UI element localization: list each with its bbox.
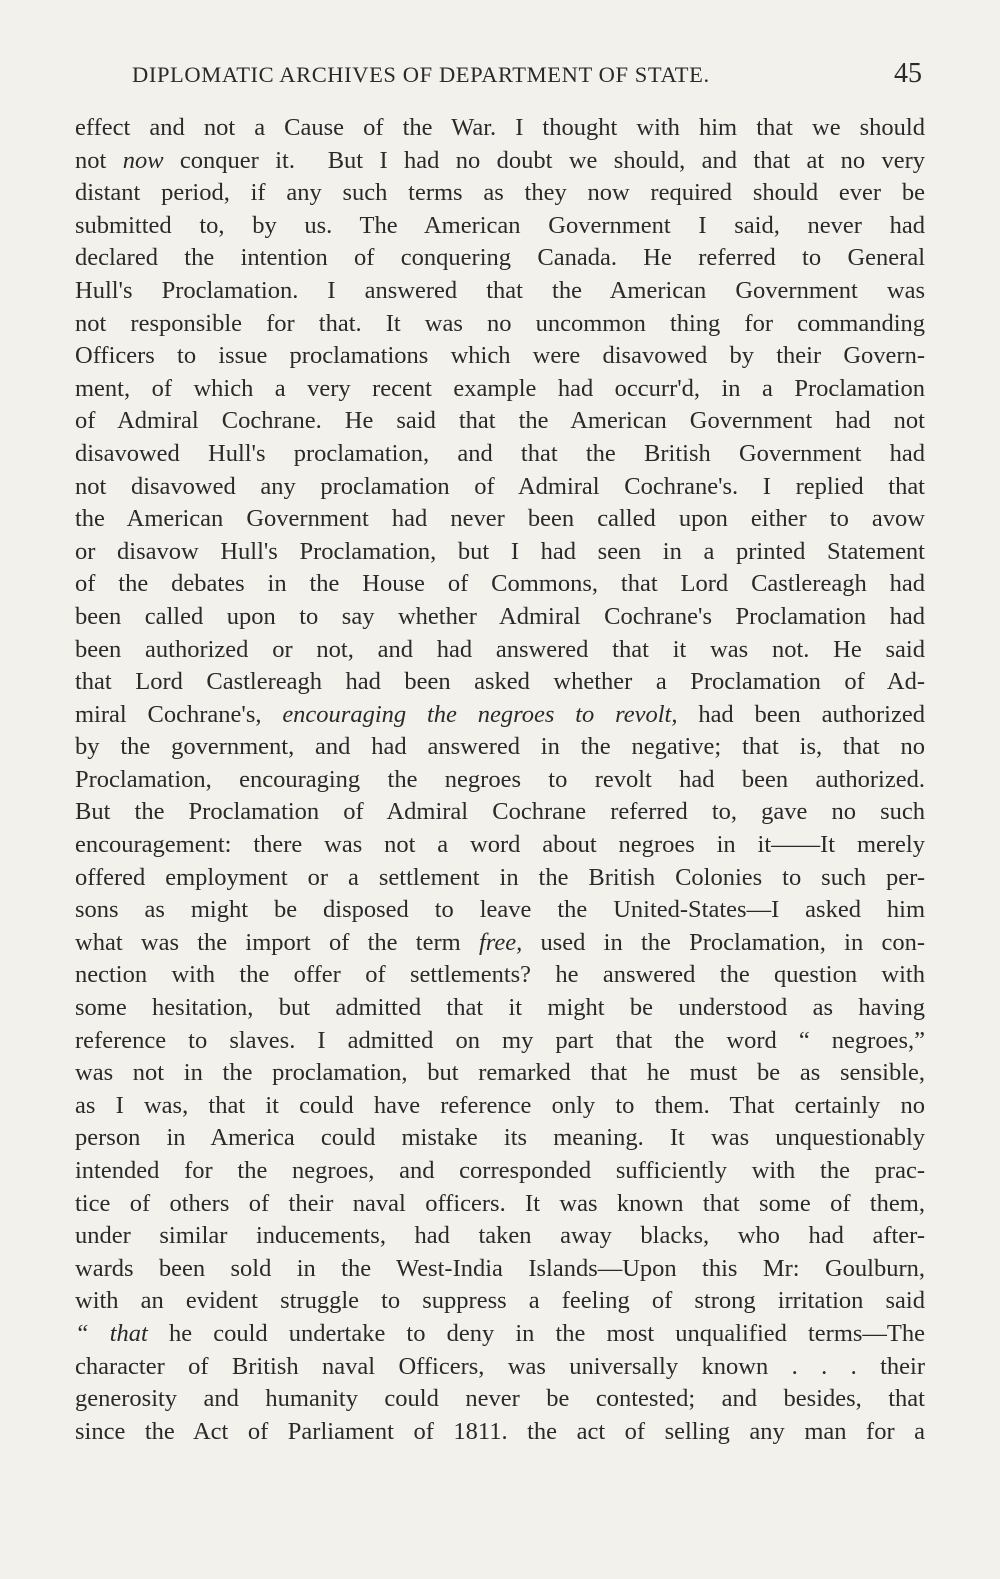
page-number: 45 (894, 58, 922, 89)
running-header (132, 58, 922, 94)
line-segment: conquer it. But I had no doubt we should, and that at no very (163, 146, 926, 174)
text-line: submitted to, by us. The American Government I said, never had (75, 211, 925, 239)
text-line: was not in the proclamation, but remarked that he must be as sensible, (75, 1059, 925, 1087)
text-line: declared the intention of conquering Canada. He referred to General (75, 244, 925, 272)
text-line: under similar inducements, had taken away blacks, who had after- (75, 1222, 925, 1250)
text-line: the American Government had never been called upon either to avow (75, 505, 925, 533)
text-line: character of British naval Officers, was universally known . . . their (75, 1352, 925, 1380)
text-line: wards been sold in the West-India Islands—Upon this Mr: Goulburn, (75, 1254, 925, 1282)
text-line: generosity and humanity could never be contested; and besides, that (75, 1385, 925, 1413)
text-line: as I was, that it could have reference only to them. That certainly no (75, 1091, 925, 1119)
text-line: tice of others of their naval officers. It was known that some of them, (75, 1189, 925, 1217)
text-line (75, 699, 925, 732)
italic-phrase: “ that (75, 1319, 148, 1347)
text-line: person in America could mistake its meaning. It was unquestionably (75, 1124, 925, 1152)
text-line: or disavow Hull's Proclamation, but I had seen in a printed Statement (75, 537, 925, 565)
line-segment: used in the Proclamation, in con- (522, 928, 925, 956)
text-line: effect and not a Cause of the War. I thought with him that we should (75, 114, 925, 141)
body-text (75, 112, 925, 1448)
text-line: with an evident struggle to suppress a feeling of strong irritation said (75, 1287, 925, 1315)
text-line: ment, of which a very recent example had occurr'd, in a Proclamation (75, 374, 925, 402)
text-line: Proclamation, encouraging the negroes to revolt had been authorized. (75, 765, 925, 793)
text-line: nection with the offer of settlements? he answered the question with (75, 961, 925, 989)
text-line: of Admiral Cochrane. He said that the American Government had not (75, 407, 925, 435)
text-line: distant period, if any such terms as they now required should ever be (75, 179, 925, 207)
text-line: that Lord Castlereagh had been asked whether a Proclamation of Ad- (75, 668, 925, 696)
text-line (75, 145, 925, 178)
text-line: encouragement: there was not a word about negroes in it——It merely (75, 831, 925, 859)
text-line: Officers to issue proclamations which were disavowed by their Govern- (75, 342, 925, 370)
text-line: not responsible for that. It was no uncommon thing for commanding (75, 309, 925, 337)
text-line (75, 1318, 925, 1351)
running-title: DIPLOMATIC ARCHIVES OF DEPARTMENT OF STATE. (132, 62, 710, 87)
text-line: offered employment or a settlement in the British Colonies to such per- (75, 863, 925, 891)
line-segment: had been authorized (677, 700, 925, 728)
italic-phrase: now (122, 146, 164, 174)
italic-phrase: free, (478, 928, 523, 956)
text-line: been authorized or not, and had answered that it was not. He said (75, 635, 925, 663)
text-line: reference to slaves. I admitted on my part that the word “ negroes,” (75, 1026, 925, 1054)
line-segment: what was the import of the term (75, 928, 479, 956)
text-line: disavowed Hull's proclamation, and that the British Government had (75, 439, 925, 467)
text-line: some hesitation, but admitted that it might be understood as having (75, 994, 925, 1022)
text-line: But the Proclamation of Admiral Cochrane referred to, gave no such (75, 798, 925, 826)
line-segment: miral Cochrane's, (75, 700, 283, 728)
text-line: intended for the negroes, and corresponded sufficiently with the prac- (75, 1157, 925, 1184)
line-segment: he could undertake to deny in the most unqualified terms—The (147, 1319, 925, 1347)
text-line (75, 927, 925, 960)
text-line: been called upon to say whether Admiral Cochrane's Proclamation had (75, 602, 925, 630)
italic-phrase: encouraging the negroes to revolt, (282, 700, 678, 728)
text-line: Hull's Proclamation. I answered that the American Government was (75, 276, 925, 304)
text-line: not disavowed any proclamation of Admiral Cochrane's. I replied that (75, 472, 925, 500)
text-line: by the government, and had answered in the negative; that is, that no (75, 733, 925, 761)
text-line: of the debates in the House of Commons, that Lord Castlereagh had (75, 570, 925, 598)
text-line: sons as might be disposed to leave the United-States—I asked him (75, 896, 925, 924)
text-line: since the Act of Parliament of 1811. the act of selling any man for a (75, 1417, 925, 1445)
line-segment: not (75, 146, 123, 174)
